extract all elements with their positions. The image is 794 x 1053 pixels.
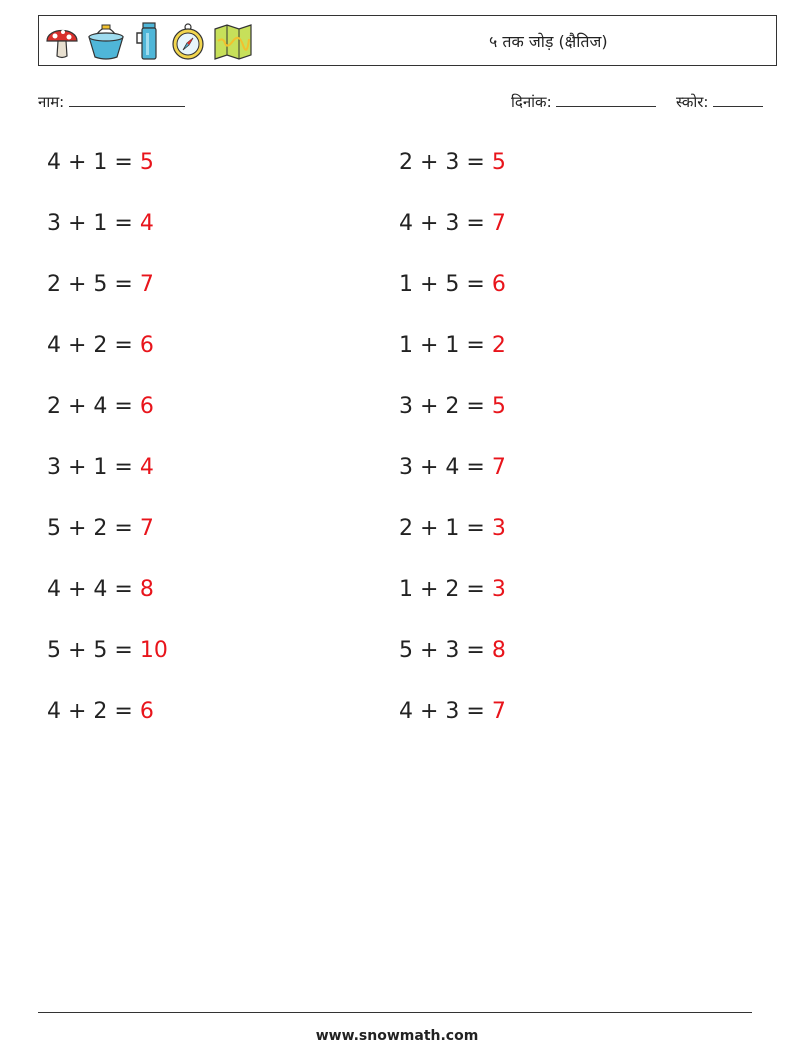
footer-divider	[38, 1012, 752, 1013]
problem-right-4	[399, 333, 506, 359]
problem-answer: 7	[491, 699, 506, 724]
problem-left-7	[47, 516, 154, 542]
compass-icon	[171, 21, 205, 61]
problem-right-1	[399, 150, 506, 176]
name-blank[interactable]	[69, 92, 185, 107]
problem-answer: 5	[491, 394, 506, 419]
name-label: नाम:	[38, 93, 65, 111]
problem-question: 3 + 1 =	[47, 455, 140, 480]
problem-right-5	[399, 394, 506, 420]
problem-right-2	[399, 211, 506, 237]
problem-left-4	[47, 333, 154, 359]
thermos-icon	[133, 21, 163, 61]
problem-right-8	[399, 577, 506, 603]
problem-question: 2 + 3 =	[399, 150, 492, 175]
score-field	[676, 92, 763, 112]
problem-answer: 8	[139, 577, 154, 602]
problem-left-5	[47, 394, 154, 420]
problem-right-10	[399, 699, 506, 725]
problem-right-3	[399, 272, 506, 298]
problem-left-1	[47, 150, 154, 176]
problem-answer: 4	[139, 211, 154, 236]
problem-answer: 6	[139, 394, 154, 419]
problem-question: 4 + 4 =	[47, 577, 140, 602]
problem-question: 3 + 1 =	[47, 211, 140, 236]
problem-question: 5 + 3 =	[399, 638, 492, 663]
problem-answer: 10	[139, 638, 168, 663]
problem-answer: 6	[491, 272, 506, 297]
problem-right-7	[399, 516, 506, 542]
map-icon	[213, 21, 253, 61]
bucket-icon	[87, 21, 125, 61]
problem-question: 3 + 2 =	[399, 394, 492, 419]
problem-question: 5 + 5 =	[47, 638, 140, 663]
problem-answer: 4	[139, 455, 154, 480]
problem-answer: 7	[139, 272, 154, 297]
mushroom-icon	[45, 21, 79, 61]
problem-question: 4 + 3 =	[399, 699, 492, 724]
problem-answer: 6	[139, 333, 154, 358]
problem-answer: 6	[139, 699, 154, 724]
footer-url: www.snowmath.com	[315, 1028, 479, 1044]
problem-answer: 2	[491, 333, 506, 358]
worksheet-header	[38, 15, 777, 66]
problem-question: 2 + 5 =	[47, 272, 140, 297]
name-field	[38, 92, 185, 112]
problem-question: 2 + 1 =	[399, 516, 492, 541]
problem-left-8	[47, 577, 154, 603]
problem-left-2	[47, 211, 154, 237]
problem-answer: 7	[491, 211, 506, 236]
problem-answer: 5	[139, 150, 154, 175]
problem-question: 1 + 1 =	[399, 333, 492, 358]
problem-answer: 5	[491, 150, 506, 175]
problem-answer: 7	[491, 455, 506, 480]
icon-strip	[45, 20, 253, 62]
problem-question: 5 + 2 =	[47, 516, 140, 541]
problem-right-6	[399, 455, 506, 481]
score-label: स्कोर:	[676, 93, 709, 111]
problem-left-9	[47, 638, 168, 664]
problem-answer: 8	[491, 638, 506, 663]
problem-left-10	[47, 699, 154, 725]
score-blank[interactable]	[713, 92, 763, 107]
worksheet-title: ५ तक जोड़ (क्षैतिज)	[489, 32, 608, 51]
problem-left-6	[47, 455, 154, 481]
problem-question: 1 + 2 =	[399, 577, 492, 602]
problem-left-3	[47, 272, 154, 298]
problem-question: 4 + 2 =	[47, 699, 140, 724]
problem-question: 4 + 1 =	[47, 150, 140, 175]
problem-question: 1 + 5 =	[399, 272, 492, 297]
problem-question: 4 + 2 =	[47, 333, 140, 358]
date-field	[511, 92, 656, 112]
problem-answer: 3	[491, 516, 506, 541]
problem-right-9	[399, 638, 506, 664]
problem-answer: 7	[139, 516, 154, 541]
problem-question: 4 + 3 =	[399, 211, 492, 236]
problem-answer: 3	[491, 577, 506, 602]
problem-question: 2 + 4 =	[47, 394, 140, 419]
date-blank[interactable]	[556, 92, 656, 107]
problem-question: 3 + 4 =	[399, 455, 492, 480]
date-label: दिनांक:	[511, 93, 552, 111]
